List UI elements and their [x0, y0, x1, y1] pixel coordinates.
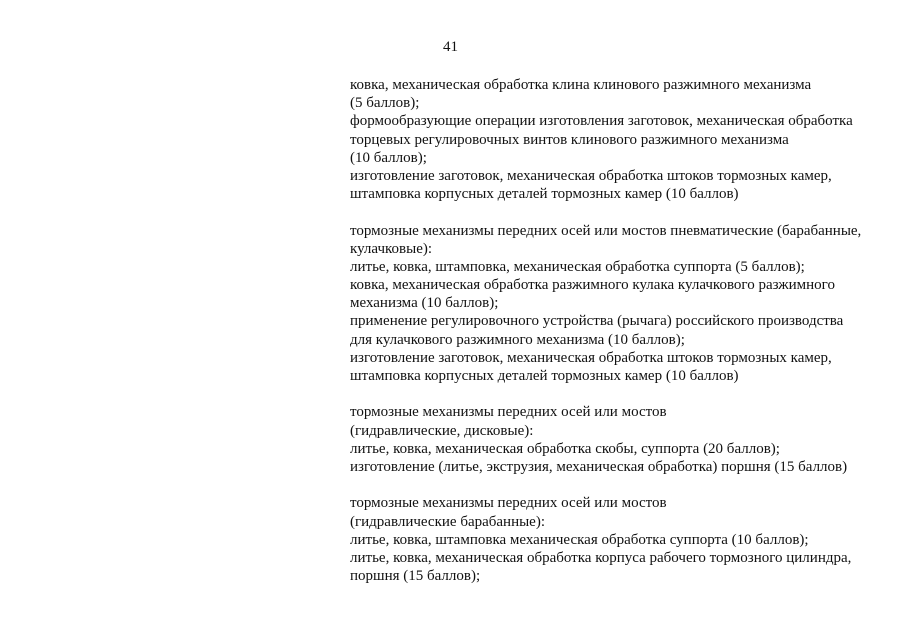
paragraph-2 — [350, 222, 885, 386]
paragraph-1 — [350, 76, 885, 203]
text-line: изготовление (литье, экструзия, механическая обработка) поршня (15 баллов) — [350, 458, 848, 475]
text-line: (гидравлические, дисковые): — [350, 422, 534, 439]
text-line: ковка, механическая обработка клина клинового разжимного механизма — [350, 77, 812, 93]
text-line: литье, ковка, штамповка, механическая обработка суппорта (5 баллов); — [350, 258, 805, 275]
document-body — [350, 76, 885, 585]
text-line: кулачковые): — [350, 240, 433, 257]
text-line: штамповка корпусных деталей тормозных камер (10 баллов) — [350, 368, 739, 384]
text-line: формообразующие операции изготовления заготовок, механическая обработка — [350, 113, 853, 130]
page-number: 41 — [443, 39, 458, 55]
text-line: применение регулировочного устройства (рычага) российского производства — [350, 313, 844, 330]
text-line: тормозные механизмы передних осей или мостов — [350, 495, 667, 512]
text-line: тормозные механизмы передних осей или мостов — [350, 404, 667, 421]
paragraph-gap — [350, 385, 885, 403]
paragraph-4 — [350, 494, 885, 585]
text-line: тормозные механизмы передних осей или мостов пневматические (барабанные, — [350, 222, 862, 239]
text-line: для кулачкового разжимного механизма (10 баллов); — [350, 331, 685, 348]
text-line: (5 баллов); — [350, 95, 420, 112]
text-line: изготовление заготовок, механическая обработка штоков тормозных камер, — [350, 167, 832, 184]
text-line: (гидравлические барабанные): — [350, 513, 546, 530]
text-line: торцевых регулировочных винтов клинового разжимного механизма — [350, 131, 789, 148]
text-line: литье, ковка, штамповка механическая обработка суппорта (10 баллов); — [350, 531, 809, 548]
paragraph-gap — [350, 476, 885, 494]
paragraph-3 — [350, 403, 885, 476]
text-line: литье, ковка, механическая обработка корпуса рабочего тормозного цилиндра, — [350, 549, 852, 566]
text-line: ковка, механическая обработка разжимного кулака кулачкового разжимного — [350, 277, 835, 294]
text-line: изготовление заготовок, механическая обработка штоков тормозных камер, — [350, 349, 832, 366]
text-line: (10 баллов); — [350, 149, 427, 166]
paragraph-gap — [350, 203, 885, 221]
text-line: механизма (10 баллов); — [350, 295, 499, 312]
text-line: поршня (15 баллов); — [350, 568, 481, 585]
text-line: литье, ковка, механическая обработка скобы, суппорта (20 баллов); — [350, 440, 780, 457]
text-line: штамповка корпусных деталей тормозных камер (10 баллов) — [350, 186, 739, 203]
